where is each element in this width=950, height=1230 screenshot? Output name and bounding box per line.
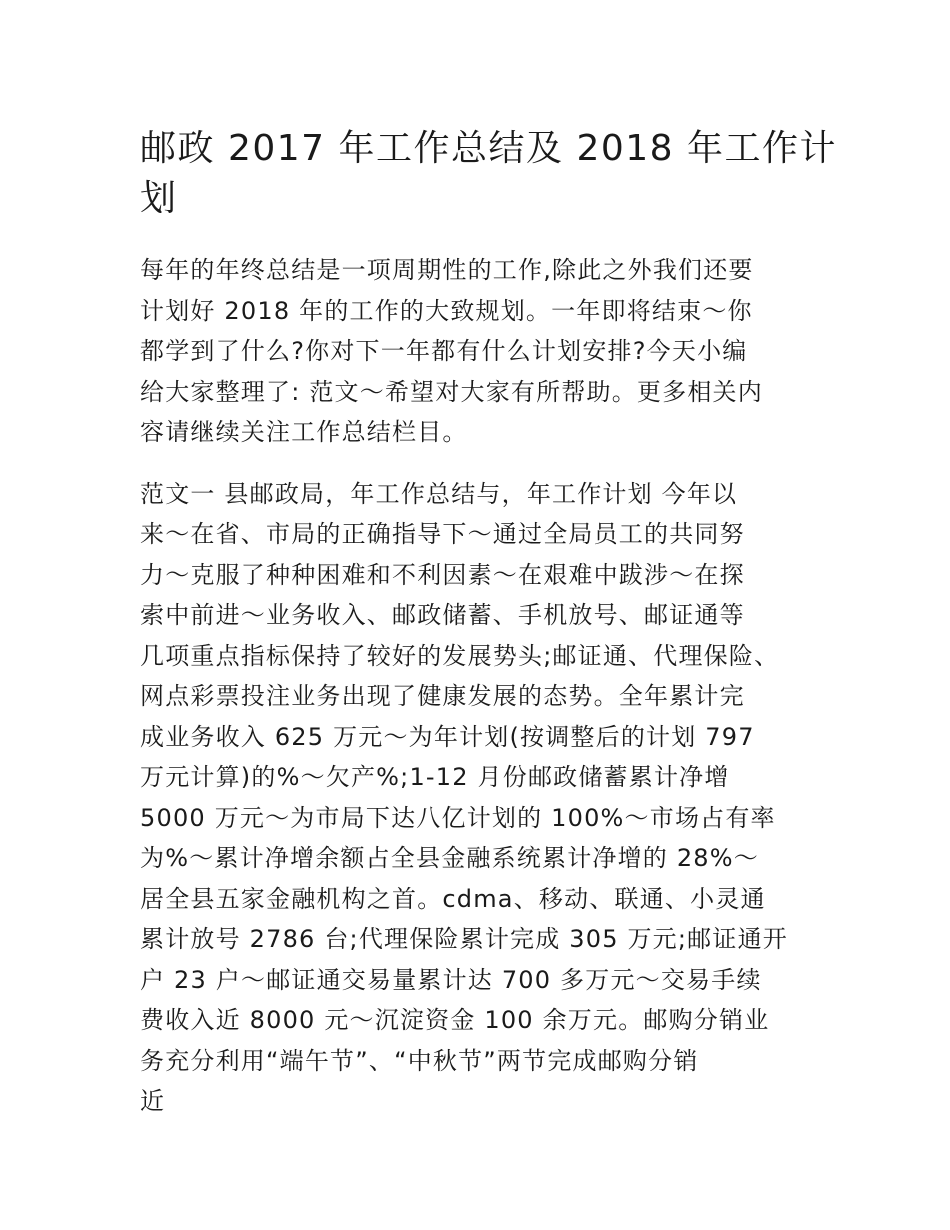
title-line: 划 — [140, 178, 178, 219]
intro-line: 每年的年终总结是一项周期性的工作,除此之外我们还要 — [140, 256, 754, 284]
body-line: 力～克服了种种困难和不利因素～在艰难中跋涉～在探 — [140, 560, 745, 589]
body-line: 成业务收入 625 万元～为年计划(按调整后的计划 797 — [140, 722, 755, 751]
body-line: 来～在省、市局的正确指导下～通过全局员工的共同努 — [140, 520, 745, 548]
body-line: 费收入近 8000 元～沉淀资金 100 余万元。邮购分销业 — [140, 1006, 770, 1034]
body-paragraph — [140, 474, 816, 1122]
body-line: 居全县五家金融机构之首。cdma、移动、联通、小灵通 — [140, 884, 766, 913]
body-line: 5000 万元～为市局下达八亿计划的 100%～市场占有率 — [140, 803, 776, 832]
body-line: 务充分利用“端午节”、“中秋节”两节完成邮购分销 — [140, 1046, 699, 1075]
body-line: 近 — [140, 1087, 166, 1115]
body-line: 累计放号 2786 台;代理保险累计完成 305 万元;邮证通开 — [140, 925, 788, 953]
body-line: 为%～累计净增余额占全县金融系统累计净增的 28%～ — [140, 844, 759, 872]
body-line: 户 23 户～邮证通交易量累计达 700 多万元～交易手续 — [140, 965, 762, 994]
body-line: 网点彩票投注业务出现了健康发展的态势。全年累计完 — [140, 682, 745, 710]
intro-line: 容请继续关注工作总结栏目。 — [140, 418, 468, 446]
body-line: 索中前进～业务收入、邮政储蓄、手机放号、邮证通等 — [140, 601, 745, 629]
title-line: 邮政 2017 年工作总结及 2018 年工作计 — [140, 128, 838, 169]
body-line: 万元计算)的%～欠产%;1-12 月份邮政储蓄累计净增 — [140, 763, 730, 791]
intro-line: 都学到了什么?你对下一年都有什么计划安排?今天小编 — [140, 337, 748, 365]
intro-line: 计划好 2018 年的工作的大致规划。一年即将结束～你 — [140, 296, 753, 325]
intro-line: 给大家整理了: 范文～希望对大家有所帮助。更多相关内 — [140, 377, 763, 406]
document-page — [140, 124, 838, 1143]
intro-paragraph — [140, 250, 816, 453]
body-line: 几项重点指标保持了较好的发展势头;邮证通、代理保险、 — [140, 641, 780, 670]
document-title — [140, 124, 838, 224]
body-line: 范文一 县邮政局，年工作总结与，年工作计划 今年以 — [140, 479, 738, 508]
